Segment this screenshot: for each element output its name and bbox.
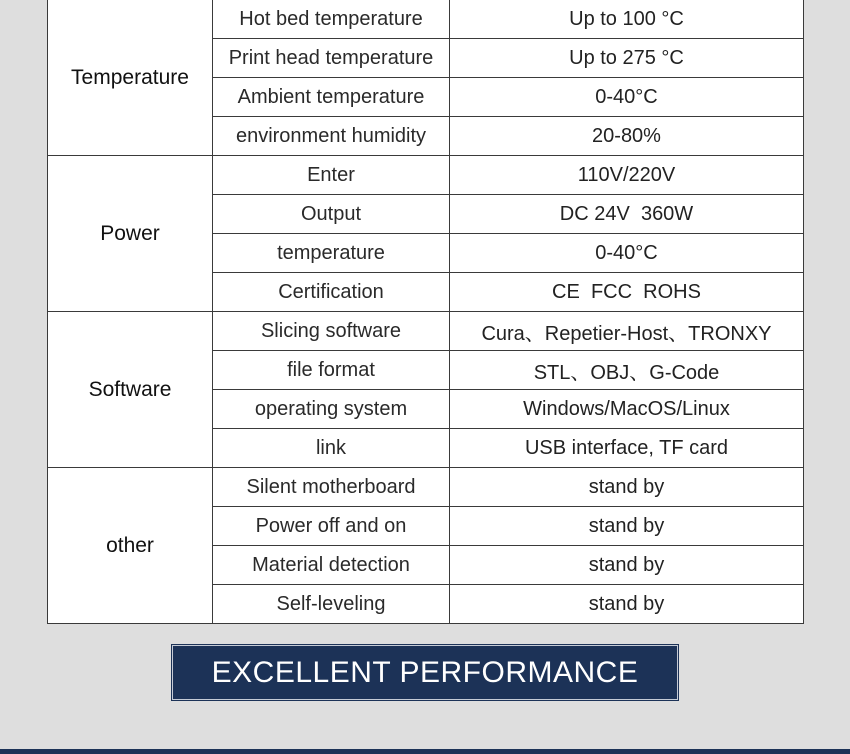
category-software: Software (48, 312, 213, 468)
spec-label: Print head temperature (213, 39, 450, 78)
table-row (48, 156, 804, 195)
spec-label: Power off and on (213, 507, 450, 546)
banner-title: EXCELLENT PERFORMANCE (211, 655, 639, 689)
spec-label: Certification (213, 273, 450, 312)
spec-table (47, 0, 804, 624)
spec-label: Material detection (213, 546, 450, 585)
spec-label: Slicing software (213, 312, 450, 351)
table-row (48, 312, 804, 351)
spec-label: Enter (213, 156, 450, 195)
spec-label: link (213, 429, 450, 468)
table-row (48, 0, 804, 39)
spec-value: Up to 275 °C (450, 39, 804, 78)
spec-label: Silent motherboard (213, 468, 450, 507)
spec-label: temperature (213, 234, 450, 273)
spec-value: stand by (450, 546, 804, 585)
category-temperature: Temperature (48, 0, 213, 156)
spec-value: STL、OBJ、G-Code (450, 351, 804, 390)
spec-value: DC 24V 360W (450, 195, 804, 234)
spec-value: USB interface, TF card (450, 429, 804, 468)
table-row (48, 468, 804, 507)
spec-value: 110V/220V (450, 156, 804, 195)
category-other: other (48, 468, 213, 624)
spec-label: file format (213, 351, 450, 390)
spec-value: CE FCC ROHS (450, 273, 804, 312)
spec-label: operating system (213, 390, 450, 429)
spec-value: 0-40°C (450, 234, 804, 273)
spec-label: Output (213, 195, 450, 234)
spec-value: Up to 100 °C (450, 0, 804, 39)
spec-label: Ambient temperature (213, 78, 450, 117)
performance-banner (172, 645, 678, 700)
spec-label: environment humidity (213, 117, 450, 156)
category-power: Power (48, 156, 213, 312)
spec-label: Self-leveling (213, 585, 450, 624)
spec-value: 20-80% (450, 117, 804, 156)
spec-value: stand by (450, 585, 804, 624)
spec-value: 0-40°C (450, 78, 804, 117)
spec-value: Windows/MacOS/Linux (450, 390, 804, 429)
spec-value: stand by (450, 468, 804, 507)
spec-label: Hot bed temperature (213, 0, 450, 39)
bottom-divider (0, 749, 850, 754)
spec-value: stand by (450, 507, 804, 546)
spec-value: Cura、Repetier-Host、TRONXY (450, 312, 804, 351)
